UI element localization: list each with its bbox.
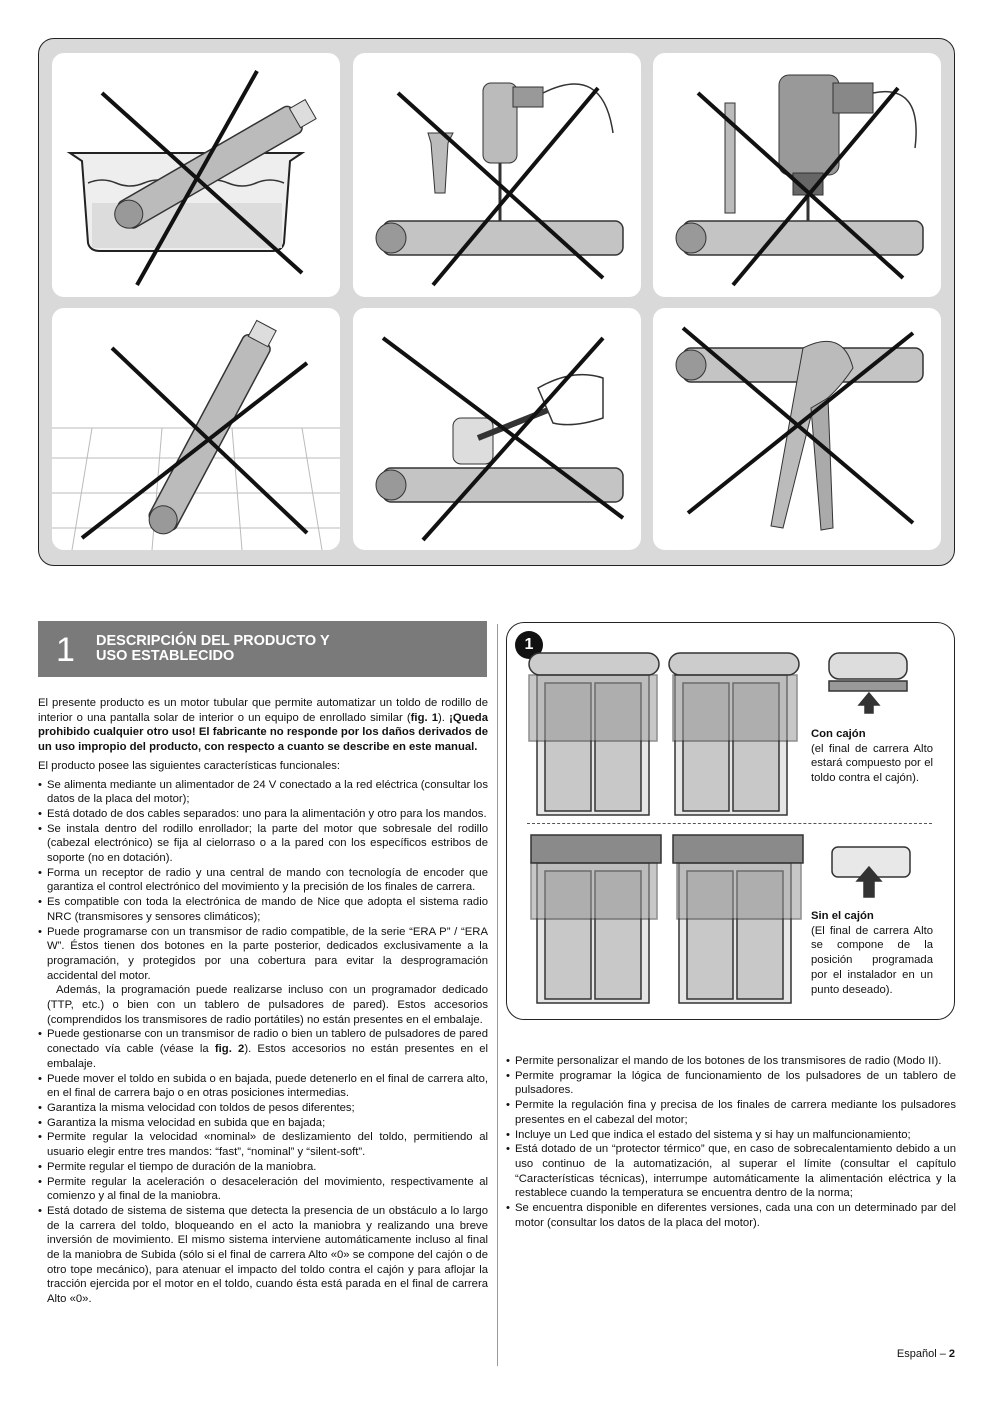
list-item: • Permite programar la lógica de funcionamiento de los pulsadores de un tablero de pulsadores. — [506, 1069, 956, 1098]
list-item: • Garantiza la misma velocidad en subida que en bajada; — [38, 1116, 488, 1131]
list-item: • Incluye un Led que indica el estado del sistema y si hay un malfuncionamiento; — [506, 1128, 956, 1143]
warnings-panel — [38, 38, 955, 566]
figure-number: 1 — [515, 631, 543, 659]
features-list-right — [506, 1054, 956, 1230]
list-item: • Permite regular el tiempo de duración de la maniobra. — [38, 1160, 488, 1175]
right-column — [506, 1054, 956, 1230]
list-item: • Es compatible con toda la electrónica de mando de Nice que adopta el sistema radio NRC (transmisores y sensores climáticos); — [38, 895, 488, 924]
list-item: • Garantiza la misma velocidad con toldos de pesos diferentes; — [38, 1101, 488, 1116]
figure-1-illustration — [507, 623, 807, 1021]
warning-pliers — [653, 308, 941, 550]
list-item: • Puede mover el toldo en subida o en bajada, puede detenerlo en el final de carrera alto, en el final de carrera bajo o en otras posiciones intermedias. — [38, 1072, 488, 1101]
caption-with-box: Con cajón (el final de carrera Alto estará compuesto por el toldo contra el cajón). — [811, 728, 933, 785]
section-header — [38, 621, 487, 677]
list-item: • Está dotado de sistema de sistema que detecta la presencia de un obstáculo a lo largo de la carrera del toldo, bloqueando en el acto la maniobra y realizando una breve inversión de movimiento. El mismo sistema interviene automáticamente incluso al final de la maniobra de Subida (sólo si el final de carrera Alto «0» se compone del cajón o de otro tope mecánico), para atenuar el impacto del toldo contra el cajón y para aflojar la tracción ejercida por el motor en el toldo, cuando ésta está parada en el final de carrera Alto «0». — [38, 1204, 488, 1307]
list-item: • Puede programarse con un transmisor de radio compatible, de la serie “ERA P” / “ERA W”. Éstos tienen dos botones en la parte posterior, dedicados exclusivamente a la programación, y protegidos por una cobertura para evitar la desprogramación accidental del motor. Además, la programación puede realizarse incluso con un programador dedicado (TTP, etc.) o bien con un tablero de pulsadores de pared). Estos accesorios (comprendidos los transmisores de radio portátiles) no están presentes en el embalaje. — [38, 925, 488, 1028]
column-divider — [497, 624, 498, 1366]
figure-divider — [527, 823, 932, 824]
warning-water-immersion — [52, 53, 340, 297]
list-item: • Se instala dentro del rodillo enrollador; la parte del motor que sobresale del rodillo (cabezal electrónico) se fija al cielorraso o a la pared con los específicos estribos de soporte (no en dotación). — [38, 822, 488, 866]
list-item: • Se encuentra disponible en diferentes versiones, cada una con un determinado par del motor (consultar los datos de la placa del motor). — [506, 1201, 956, 1230]
list-item: • Permite personalizar el mando de los botones de los transmisores de radio (Modo II). — [506, 1054, 956, 1069]
page-footer: Español – 2 — [896, 1348, 955, 1360]
warning-hammer — [353, 308, 641, 550]
intro-paragraph: El presente producto es un motor tubular que permite automatizar un toldo de rodillo de interior o una pantalla solar de interior o un equipo de enrollado similar (fig. 1). ¡Queda prohibido cualquier otro uso! El fabricante no responde por los daños derivados de un uso impropio del producto, con respecto a cuanto se describe en este manual. — [38, 697, 488, 754]
features-intro: El producto posee las siguientes características funcionales: — [38, 759, 341, 772]
list-item: • Se alimenta mediante un alimentador de 24 V conectado a la red eléctrica (consultar los datos de la placa del motor); — [38, 778, 488, 807]
features-list-left — [38, 778, 488, 1307]
list-item: • Permite la regulación fina y precisa de los finales de carrera mediante los pulsadores presentes en el cabezal del motor; — [506, 1098, 956, 1127]
warning-screw-drilling — [353, 53, 641, 297]
warning-drilling — [653, 53, 941, 297]
list-item: • Puede gestionarse con un transmisor de radio o bien un tablero de pulsadores de pared conectado vía cable (véase la fig. 2). Estos accesorios no están presentes en el embalaje. — [38, 1027, 488, 1071]
section-number: 1 — [56, 631, 75, 669]
list-item: • Está dotado de un “protector térmico” que, en caso de sobrecalentamiento debido a un uso continuo de la automatización, al superar el límite (consultar el capítulo “Características técnicas), interrumpe automáticamente la alimentación eléctrica y la restablece cuando la temperatura se encuentra dentro de la norma; — [506, 1142, 956, 1201]
section-title: DESCRIPCIÓN DEL PRODUCTO Y USO ESTABLECIDO — [96, 633, 330, 664]
caption-without-box: Sin el cajón (El final de carrera Alto se compone de la posición programada por el instalador en un punto deseado). — [811, 910, 933, 996]
list-item: • Forma un receptor de radio y una central de mando con tecnología de encoder que garantiza el control electrónico del movimiento y la precisión de los finales de carrera. — [38, 866, 488, 895]
warning-dropping — [52, 308, 340, 550]
list-item-continuation: Además, la programación puede realizarse incluso con un programador dedicado (TTP, etc.) o bien con un tablero de pulsadores de pared). Estos accesorios (comprendidos los transmisores de radio portátiles) no están presentes en el embalaje. — [47, 984, 488, 1026]
list-item: • Permite regular la aceleración o desaceleración del movimiento, respectivamente al comienzo y al final de la maniobra. — [38, 1175, 488, 1204]
list-item: • Permite regular la velocidad «nominal» de deslizamiento del toldo, permitiendo al usuario elegir entre tres mandos: “fast”, “nominal” y “silent-soft”. — [38, 1130, 488, 1159]
page-number: 2 — [948, 1348, 955, 1360]
figure-1 — [506, 622, 955, 1020]
list-item: • Está dotado de dos cables separados: uno para la alimentación y otro para los mandos. — [38, 807, 488, 822]
left-column — [38, 696, 488, 1307]
prohibited-use-warning: ¡Queda prohibido cualquier otro uso! El fabricante no responde por los daños derivados de un uso impropio del producto, con respecto a cuanto se describe en este manual. — [38, 711, 488, 754]
